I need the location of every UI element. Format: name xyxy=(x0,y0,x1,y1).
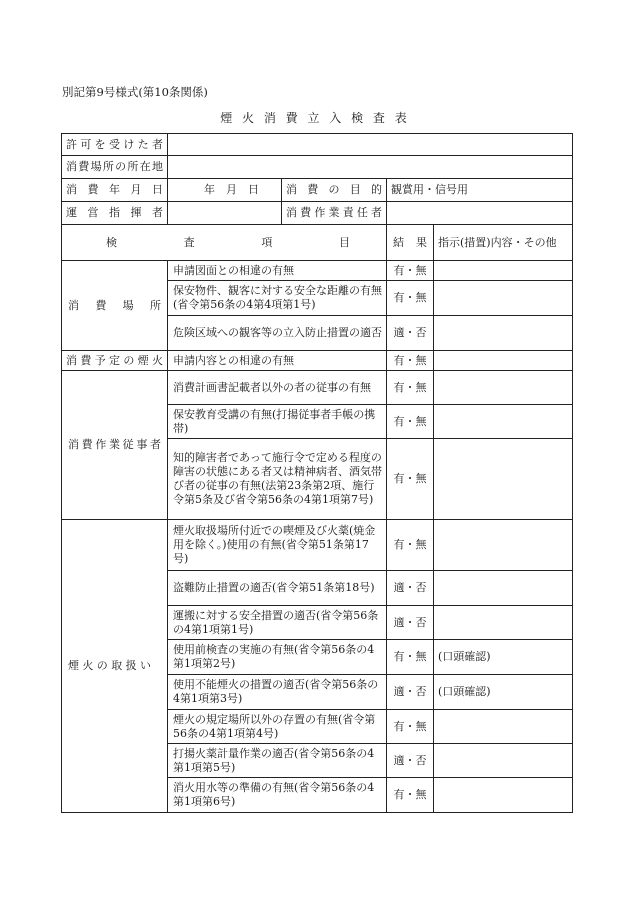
location-field[interactable] xyxy=(168,156,573,179)
form-code: 別記第9号様式(第10条関係) xyxy=(62,85,208,99)
inspection-item-text: 打揚火薬計量作業の適否(省令第56条の4第1項第5号) xyxy=(168,744,387,778)
date-row xyxy=(62,179,573,202)
inspection-item-text: 煙火取扱場所付近での喫煙及び火薬(焼金用を除く。)使用の有無(省令第51条第17号) xyxy=(168,520,387,571)
inspection-item-text: 盗難防止措置の適否(省令第51条第18号) xyxy=(168,571,387,606)
purpose-value: 観賞用・信号用 xyxy=(387,179,573,202)
result-choice[interactable]: 有・無 xyxy=(387,710,434,744)
instruction-field[interactable] xyxy=(434,439,573,520)
date-label: 消費年月日 xyxy=(62,179,168,202)
group-label: 消費作業従事者 xyxy=(62,371,168,520)
inspection-item-text: 使用不能煙火の措置の適否(省令第56条の4第1項第3号) xyxy=(168,675,387,710)
result-choice[interactable]: 有・無 xyxy=(387,371,434,405)
result-choice[interactable]: 有・無 xyxy=(387,281,434,316)
result-choice[interactable]: 適・否 xyxy=(387,606,434,640)
inspection-row xyxy=(62,520,573,571)
permit-holder-label: 許可を受けた者 xyxy=(62,134,168,156)
result-choice[interactable]: 有・無 xyxy=(387,778,434,813)
result-choice[interactable]: 有・無 xyxy=(387,439,434,520)
permit-holder-field[interactable] xyxy=(168,134,573,156)
inspection-table xyxy=(61,133,573,813)
instruction-field[interactable] xyxy=(434,744,573,778)
result-choice[interactable]: 有・無 xyxy=(387,520,434,571)
supervisor-label: 消費作業責任者 xyxy=(282,202,387,225)
instruction-field[interactable] xyxy=(434,405,573,439)
director-row xyxy=(62,202,573,225)
inspection-item-text: 申請内容との相違の有無 xyxy=(168,351,387,371)
group-label: 消費場所 xyxy=(62,261,168,351)
result-choice[interactable]: 適・否 xyxy=(387,571,434,606)
inspection-item-text: 危険区域への観客等の立入防止措置の適否 xyxy=(168,316,387,351)
instruction-field[interactable] xyxy=(434,316,573,351)
result-choice[interactable]: 適・否 xyxy=(387,675,434,710)
inspection-row xyxy=(62,261,573,281)
instruction-field[interactable] xyxy=(434,261,573,281)
inspection-item-text: 保安教育受講の有無(打揚従事者手帳の携帯) xyxy=(168,405,387,439)
instruction-field[interactable] xyxy=(434,710,573,744)
permit-holder-row xyxy=(62,134,573,156)
group-label: 煙火の取扱い xyxy=(62,520,168,813)
column-header-result: 結果 xyxy=(387,225,434,261)
inspection-item-text: 消火用水等の準備の有無(省令第56条の4第1項第6号) xyxy=(168,778,387,813)
instruction-field[interactable] xyxy=(434,778,573,813)
column-header-instruction: 指示(措置)内容・その他 xyxy=(434,225,573,261)
instruction-field[interactable] xyxy=(434,371,573,405)
inspection-item-text: 知的障害者であって施行令で定める程度の障害の状態にある者又は精神病者、酒気帯び者の従事の有無(法第23条第2項、施行令第5条及び省令第56条の4第1項第7号) xyxy=(168,439,387,520)
location-row xyxy=(62,156,573,179)
inspection-item-text: 運搬に対する安全措置の適否(省令第56条の4第1項第1号) xyxy=(168,606,387,640)
inspection-item-text: 煙火の規定場所以外の存置の有無(省令第56条の4第1項第4号) xyxy=(168,710,387,744)
result-choice[interactable]: 有・無 xyxy=(387,261,434,281)
director-field[interactable] xyxy=(168,202,282,225)
inspection-item-text: 保安物件、観客に対する安全な距離の有無(省令第56条の4第4項第1号) xyxy=(168,281,387,316)
result-choice[interactable]: 適・否 xyxy=(387,744,434,778)
inspection-item-text: 申請図面との相違の有無 xyxy=(168,261,387,281)
result-choice[interactable]: 有・無 xyxy=(387,640,434,675)
date-field[interactable]: 年 月 日 xyxy=(168,179,282,202)
purpose-label: 消費の目的 xyxy=(282,179,387,202)
result-choice[interactable]: 有・無 xyxy=(387,405,434,439)
instruction-field[interactable] xyxy=(434,520,573,571)
supervisor-field[interactable] xyxy=(387,202,573,225)
director-label: 運営指揮者 xyxy=(62,202,168,225)
instruction-field[interactable] xyxy=(434,351,573,371)
instruction-field[interactable]: (口頭確認) xyxy=(434,675,573,710)
location-label: 消費場所の所在地 xyxy=(62,156,168,179)
inspection-item-text: 使用前検査の実施の有無(省令第56条の4第1項第2号) xyxy=(168,640,387,675)
column-header-row xyxy=(62,225,573,261)
inspection-row xyxy=(62,351,573,371)
inspection-item-text: 消費計画書記載者以外の者の従事の有無 xyxy=(168,371,387,405)
document-title: 煙 火 消 費 立 入 検 査 表 xyxy=(220,111,410,125)
result-choice[interactable]: 適・否 xyxy=(387,316,434,351)
instruction-field[interactable] xyxy=(434,606,573,640)
instruction-field[interactable]: (口頭確認) xyxy=(434,640,573,675)
instruction-field[interactable] xyxy=(434,281,573,316)
result-choice[interactable]: 有・無 xyxy=(387,351,434,371)
inspection-row xyxy=(62,371,573,405)
column-header-item: 検査項目 xyxy=(62,225,387,261)
group-label: 消費予定の煙火 xyxy=(62,351,168,371)
instruction-field[interactable] xyxy=(434,571,573,606)
